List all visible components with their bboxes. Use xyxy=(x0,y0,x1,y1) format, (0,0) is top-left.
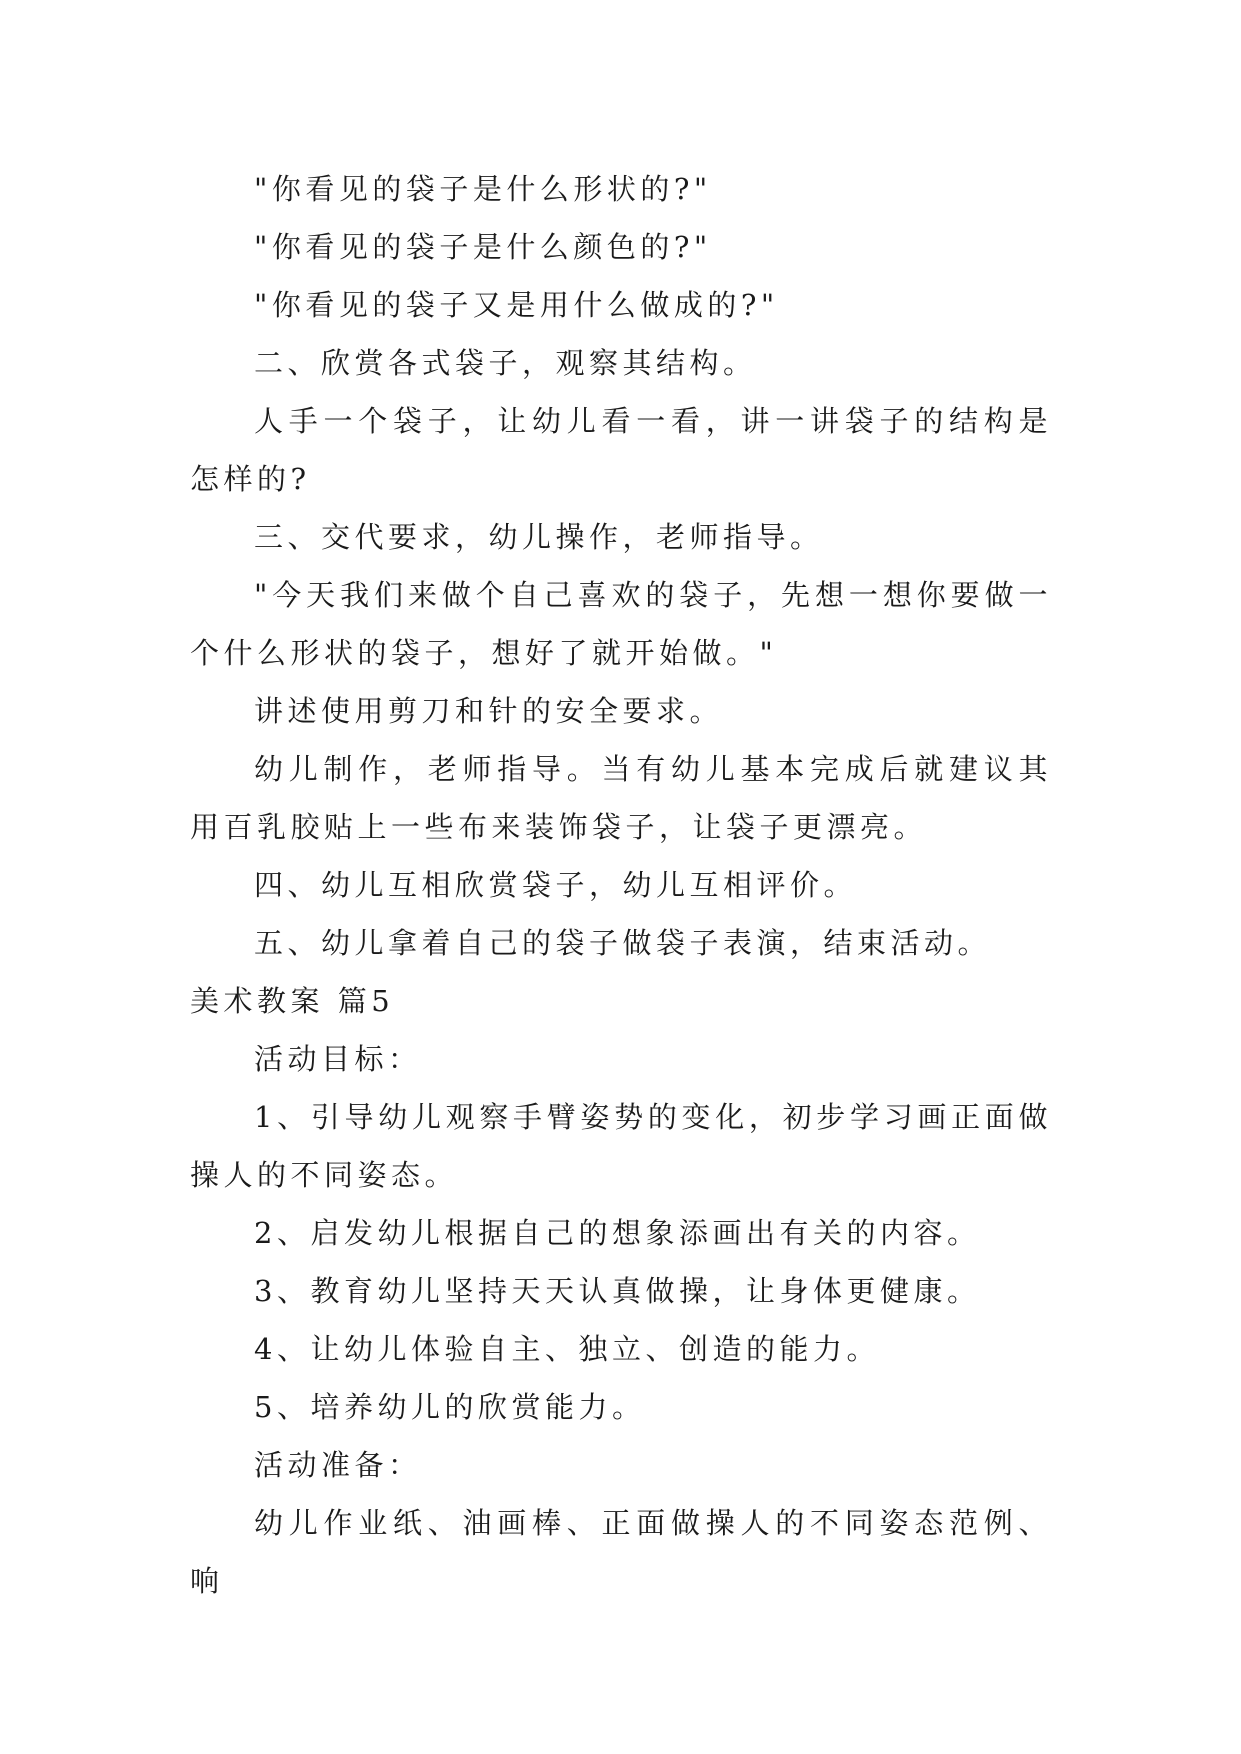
paragraph-prep-materials: 幼儿作业纸、油画棒、正面做操人的不同姿态范例、响 xyxy=(190,1506,1052,1598)
paragraph-question-material: "你看见的袋子又是用什么做成的?" xyxy=(254,288,779,322)
paragraph-prep-label: 活动准备： xyxy=(254,1448,422,1482)
paragraph-safety: 讲述使用剪刀和针的安全要求。 xyxy=(254,694,724,728)
paragraph-goals-label: 活动目标： xyxy=(254,1042,422,1076)
paragraph-question-shape: "你看见的袋子是什么形状的?" xyxy=(254,172,712,206)
document-body xyxy=(190,160,1052,1610)
paragraph-step-two: 二、欣赏各式袋子，观察其结构。 xyxy=(254,346,757,380)
paragraph-step-four: 四、幼儿互相欣赏袋子，幼儿互相评价。 xyxy=(254,868,858,902)
paragraph-goal-5: 5、培养幼儿的欣赏能力。 xyxy=(254,1390,646,1424)
paragraph-making: 幼儿制作，老师指导。当有幼儿基本完成后就建议其用百乳胶贴上一些布来装饰袋子，让袋子更漂亮。 xyxy=(190,752,1052,844)
section-heading: 美术教案 篇5 xyxy=(190,984,395,1018)
paragraph-goal-2: 2、启发幼儿根据自己的想象添画出有关的内容。 xyxy=(254,1216,981,1250)
paragraph-bag-structure: 人手一个袋子，让幼儿看一看，讲一讲袋子的结构是怎样的? xyxy=(190,404,1052,496)
paragraph-step-five: 五、幼儿拿着自己的袋子做袋子表演，结束活动。 xyxy=(254,926,992,960)
paragraph-teacher-quote: "今天我们来做个自己喜欢的袋子，先想一想你要做一个什么形状的袋子，想好了就开始做。" xyxy=(190,578,1052,670)
paragraph-question-color: "你看见的袋子是什么颜色的?" xyxy=(254,230,712,264)
paragraph-goal-4: 4、让幼儿体验自主、独立、创造的能力。 xyxy=(254,1332,880,1366)
paragraph-goal-1: 1、引导幼儿观察手臂姿势的变化，初步学习画正面做操人的不同姿态。 xyxy=(190,1100,1052,1192)
paragraph-step-three: 三、交代要求，幼儿操作，老师指导。 xyxy=(254,520,824,554)
paragraph-goal-3: 3、教育幼儿坚持天天认真做操，让身体更健康。 xyxy=(254,1274,981,1308)
